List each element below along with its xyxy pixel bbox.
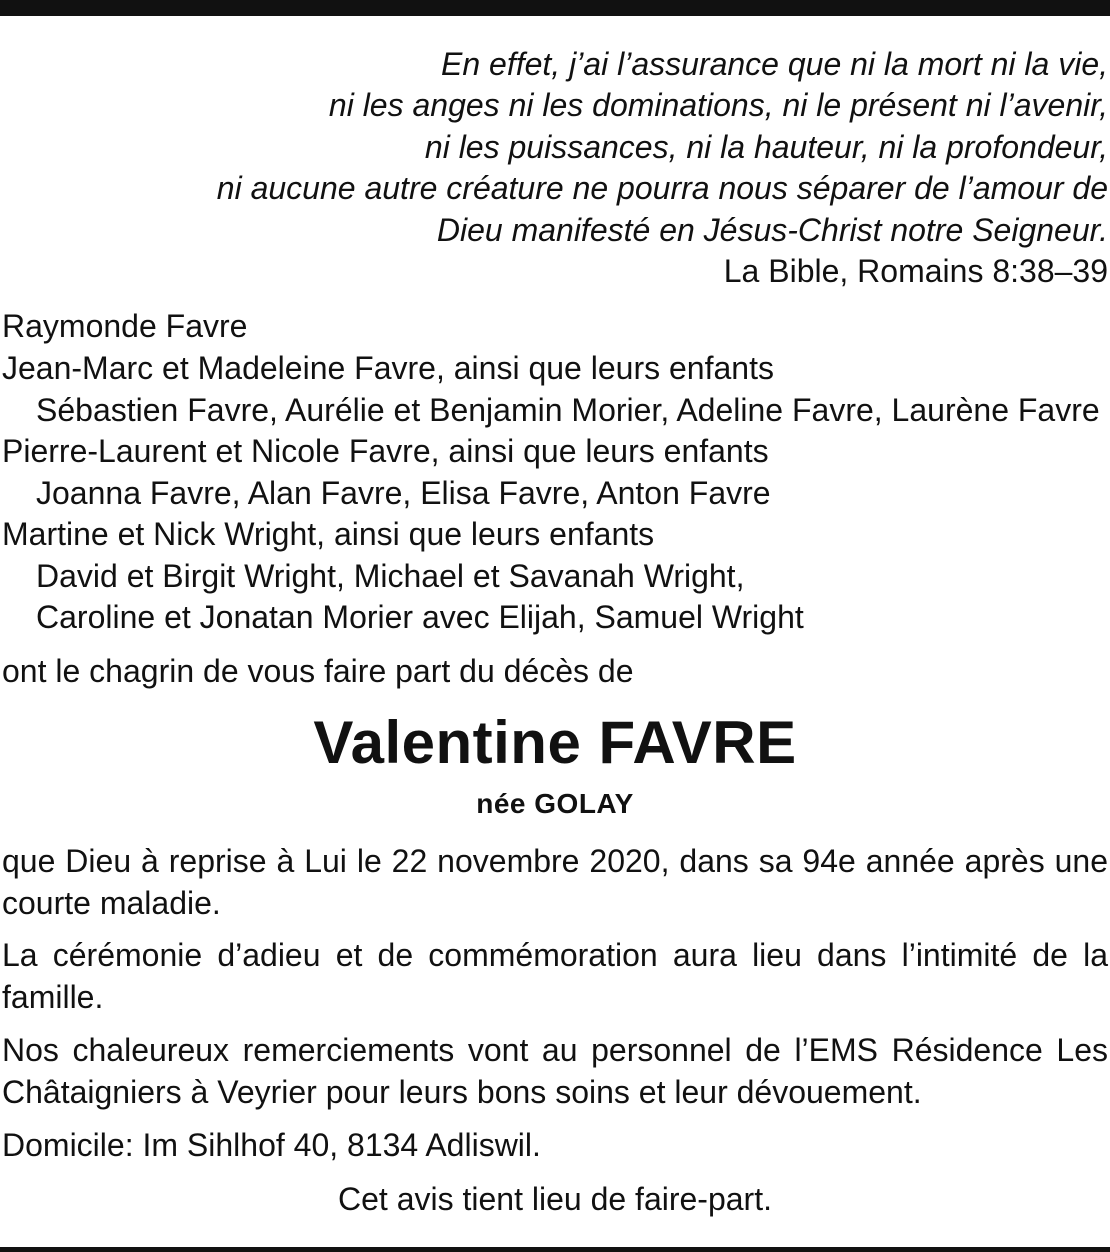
epigraph-line: ni aucune autre créature ne pourra nous séparer de l’amour de	[216, 170, 1108, 206]
family-children-line: Caroline et Jonatan Morier avec Elijah, Samuel Wright	[36, 599, 804, 635]
deceased-name: Valentine FAVRE	[313, 709, 797, 776]
family-children-line: David et Birgit Wright, Michael et Savanah Wright,	[36, 558, 745, 594]
epigraph-line: ni les anges ni les dominations, ni le présent ni l’avenir,	[328, 87, 1108, 123]
family-line: Martine et Nick Wright, ainsi que leurs enfants	[2, 516, 655, 552]
epigraph-line: ni les puissances, ni la hauteur, ni la profondeur,	[424, 129, 1108, 165]
epigraph-line: En effet, j’ai l’assurance que ni la mort ni la vie,	[441, 46, 1108, 82]
family-line: Pierre-Laurent et Nicole Favre, ainsi que leurs enfants	[2, 433, 769, 469]
epigraph-line: Dieu manifesté en Jésus-Christ notre Seigneur.	[436, 212, 1108, 248]
top-rule	[0, 0, 1110, 16]
paragraph-ceremony: La cérémonie d’adieu et de commémoration aura lieu dans l’intimité de la famille.	[2, 937, 1108, 1015]
family-children-line: Joanna Favre, Alan Favre, Elisa Favre, Anton Favre	[36, 475, 771, 511]
family-line: Jean-Marc et Madeleine Favre, ainsi que leurs enfants	[2, 350, 774, 386]
paragraph-thanks: Nos chaleureux remerciements vont au personnel de l’EMS Résidence Les Châtaigniers à Veyrier pour leurs bons soins et leur dévouement.	[2, 1032, 1108, 1110]
announcement-text: ont le chagrin de vous faire part du décès de	[2, 653, 634, 689]
epigraph-citation: La Bible, Romains 8:38–39	[723, 253, 1108, 289]
family-children-line: Sébastien Favre, Aurélie et Benjamin Morier, Adeline Favre, Laurène Favre	[36, 392, 1100, 428]
paragraph-death-date: que Dieu à reprise à Lui le 22 novembre 2020, dans sa 94e année après une courte maladie.	[2, 843, 1108, 921]
paragraph-domicile: Domicile: Im Sihlhof 40, 8134 Adliswil.	[2, 1127, 541, 1163]
footer-note: Cet avis tient lieu de faire-part.	[338, 1181, 772, 1217]
bottom-rule	[0, 1247, 1110, 1252]
family-line: Raymonde Favre	[2, 308, 248, 344]
maiden-name: née GOLAY	[476, 788, 634, 819]
